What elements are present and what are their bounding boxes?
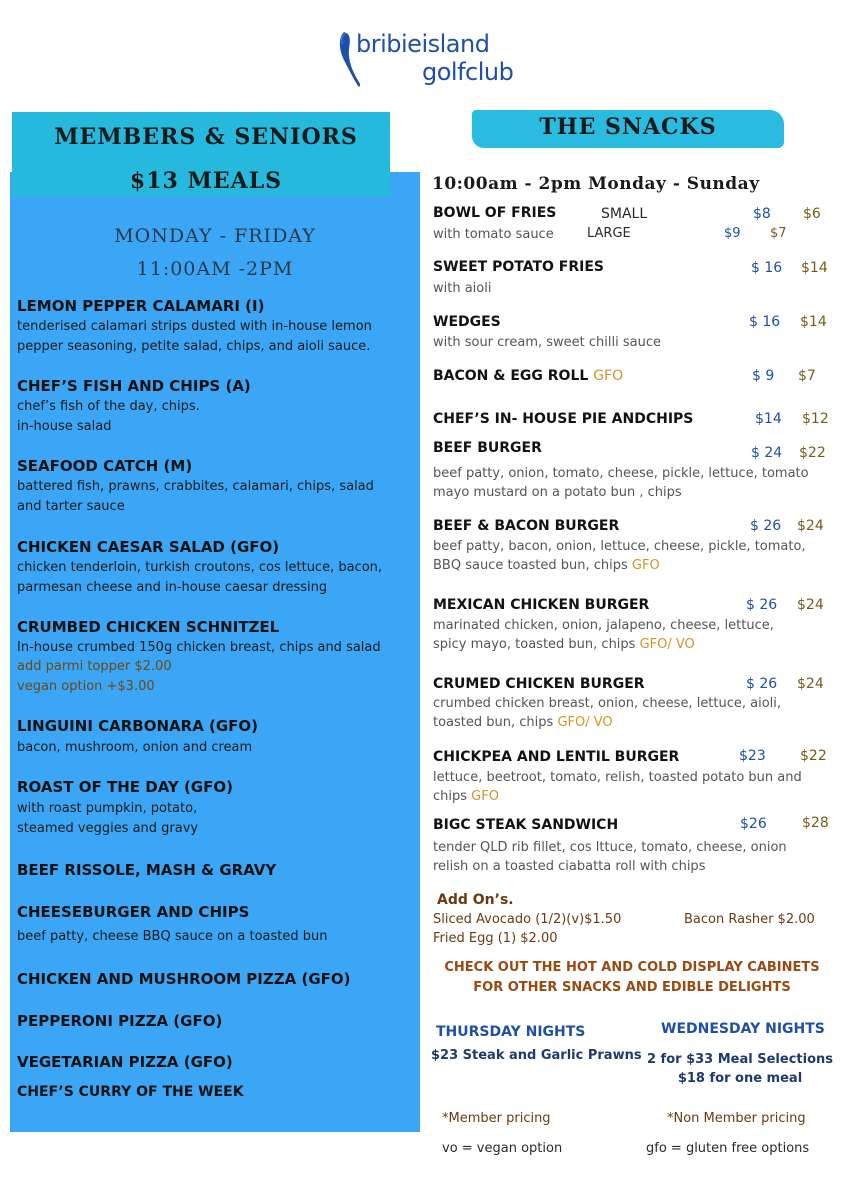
snack-title: WEDGES bbox=[433, 314, 501, 330]
members-days: MONDAY - FRIDAY bbox=[114, 225, 316, 247]
member-price: $14 bbox=[755, 411, 782, 427]
menu-item-desc: In-house crumbed 150g chicken breast, chips and salad bbox=[17, 640, 381, 655]
non-member-price: $7 bbox=[770, 226, 787, 241]
snack-desc: lettuce, beetroot, tomato, relish, toasted potato bun and bbox=[433, 770, 802, 785]
thursday-heading: THURSDAY NIGHTS bbox=[436, 1024, 586, 1040]
menu-item-title: PEPPERONI PIZZA (GFO) bbox=[17, 1012, 223, 1030]
banner-stripe-thin bbox=[14, 120, 386, 123]
non-member-price: $12 bbox=[802, 411, 829, 427]
snack-desc: relish on a toasted ciabatta roll with chips bbox=[433, 859, 706, 874]
menu-item-desc: bacon, mushroom, onion and cream bbox=[17, 740, 253, 755]
non-member-price: $14 bbox=[800, 314, 827, 330]
menu-item-desc: beef patty, cheese BBQ sauce on a toasted bun bbox=[17, 929, 328, 944]
menu-item-desc: parmesan cheese and in-house caesar dressing bbox=[17, 580, 328, 595]
gfo-tag: GFO bbox=[631, 558, 660, 573]
snack-desc: with aioli bbox=[433, 281, 492, 296]
menu-item-desc: and tarter sauce bbox=[17, 499, 125, 514]
snacks-hours: 10:00am - 2pm Monday - Sunday bbox=[432, 174, 760, 194]
member-price: $26 bbox=[740, 816, 767, 832]
gfo-tag: GFO bbox=[593, 368, 624, 384]
member-price: $ 16 bbox=[751, 260, 783, 276]
logo-line-1: bribieisland bbox=[356, 30, 490, 58]
member-price: $ 26 bbox=[746, 597, 778, 613]
addon-avocado: Sliced Avocado (1/2)(v)$1.50 bbox=[433, 912, 622, 927]
menu-item-desc: in-house salad bbox=[17, 419, 112, 434]
club-logo bbox=[336, 28, 536, 90]
snack-desc: crumbed chicken breast, onion, cheese, lettuce, aioli, bbox=[433, 696, 782, 711]
wednesday-special: 2 for $33 Meal Selections bbox=[646, 1052, 834, 1067]
snack-desc: with sour cream, sweet chilli sauce bbox=[433, 335, 661, 350]
member-price: $ 24 bbox=[751, 445, 783, 461]
non-member-price: $24 bbox=[797, 676, 824, 692]
snack-title: SWEET POTATO FRIES bbox=[433, 259, 604, 275]
snack-title: BEEF & BACON BURGER bbox=[433, 518, 620, 534]
addon-bacon: Bacon Rasher $2.00 bbox=[684, 912, 815, 927]
menu-item-desc: tenderised calamari strips dusted with in-house lemon bbox=[17, 319, 372, 334]
logo-line-2: golfclub bbox=[422, 58, 514, 86]
snack-desc: toasted bun, chips GFO/ VO bbox=[433, 715, 613, 730]
snack-desc: beef patty, bacon, onion, lettuce, cheese, pickle, tomato, bbox=[433, 539, 806, 554]
snack-title: BIGC STEAK SANDWICH bbox=[433, 817, 619, 833]
non-member-price: $6 bbox=[803, 206, 821, 222]
non-member-price: $22 bbox=[800, 748, 827, 764]
menu-item-title: CHEESEBURGER AND CHIPS bbox=[17, 903, 250, 921]
menu-item-title: LEMON PEPPER CALAMARI (I) bbox=[17, 297, 265, 315]
menu-item-title: CHICKEN AND MUSHROOM PIZZA (GFO) bbox=[17, 970, 351, 988]
menu-item-title: BEEF RISSOLE, MASH & GRAVY bbox=[17, 861, 277, 879]
snack-desc: spicy mayo, toasted bun, chips GFO/ VO bbox=[433, 637, 695, 652]
size-label: SMALL bbox=[601, 206, 648, 222]
non-member-price: $28 bbox=[802, 815, 829, 831]
menu-item-desc: with roast pumpkin, potato, bbox=[17, 801, 198, 816]
snack-title: CHICKPEA AND LENTIL BURGER bbox=[433, 749, 680, 765]
snacks-title: THE SNACKS bbox=[539, 114, 717, 140]
snack-desc: BBQ sauce toasted bun, chips GFO bbox=[433, 558, 660, 573]
snack-desc: chips GFO bbox=[433, 789, 499, 804]
menu-item-title: CHEF’S CURRY OF THE WEEK bbox=[17, 1084, 244, 1100]
menu-item-title: CHEF’S FISH AND CHIPS (A) bbox=[17, 377, 251, 395]
member-price: $ 9 bbox=[752, 368, 775, 384]
menu-item-addon-note: add parmi topper $2.00 bbox=[17, 659, 172, 674]
wednesday-special: $18 for one meal bbox=[677, 1071, 803, 1086]
menu-item-title: VEGETARIAN PIZZA (GFO) bbox=[17, 1053, 233, 1071]
menu-item-title: LINGUINI CARBONARA (GFO) bbox=[17, 717, 259, 735]
gluten-free-legend: gfo = gluten free options bbox=[646, 1141, 810, 1156]
menu-item-desc: battered fish, prawns, crabbites, calamari, chips, salad bbox=[17, 479, 374, 494]
snack-desc: marinated chicken, onion, jalapeno, cheese, lettuce, bbox=[433, 618, 774, 633]
snack-title: MEXICAN CHICKEN BURGER bbox=[433, 597, 650, 613]
members-hours: 11:00AM -2PM bbox=[136, 258, 294, 280]
menu-item-title: SEAFOOD CATCH (M) bbox=[17, 457, 193, 475]
addons-heading: Add On’s. bbox=[437, 892, 514, 908]
wednesday-heading: WEDNESDAY NIGHTS bbox=[661, 1021, 825, 1037]
non-member-price: $7 bbox=[798, 368, 816, 384]
addon-egg: Fried Egg (1) $2.00 bbox=[433, 931, 558, 946]
banner-stripe-top bbox=[12, 112, 390, 118]
menu-item-desc: pepper seasoning, petite salad, chips, and aioli sauce. bbox=[17, 339, 371, 354]
thursday-special: $23 Steak and Garlic Prawns bbox=[431, 1048, 642, 1063]
non-member-price: $24 bbox=[797, 597, 824, 613]
menu-item-title: CHICKEN CAESAR SALAD (GFO) bbox=[17, 538, 280, 556]
snack-desc: with tomato sauce bbox=[433, 227, 554, 242]
gfo-tag: GFO/ VO bbox=[639, 637, 695, 652]
display-cabinet-notice: FOR OTHER SNACKS AND EDIBLE DELIGHTS bbox=[473, 980, 791, 995]
non-member-price: $22 bbox=[799, 445, 826, 461]
member-pricing-note: *Member pricing bbox=[442, 1111, 551, 1126]
snack-desc: beef patty, onion, tomato, cheese, pickle, lettuce, tomato bbox=[433, 466, 809, 481]
menu-item-title: ROAST OF THE DAY (GFO) bbox=[17, 778, 233, 796]
snack-title: BOWL OF FRIES bbox=[433, 205, 557, 221]
member-price: $8 bbox=[753, 206, 771, 222]
non-member-price: $24 bbox=[797, 518, 824, 534]
snack-title: CRUMED CHICKEN BURGER bbox=[433, 676, 645, 692]
vegan-legend: vo = vegan option bbox=[442, 1141, 563, 1156]
member-price: $23 bbox=[739, 748, 766, 764]
member-price: $ 16 bbox=[749, 314, 781, 330]
gfo-tag: GFO/ VO bbox=[557, 715, 613, 730]
snack-title: BACON & EGG ROLL GFO bbox=[433, 368, 624, 384]
member-price: $ 26 bbox=[746, 676, 778, 692]
snack-title: BEEF BURGER bbox=[433, 440, 542, 456]
non-member-price: $14 bbox=[801, 260, 828, 276]
snack-title: CHEF’S IN- HOUSE PIE ANDCHIPS bbox=[433, 411, 694, 427]
snack-desc: tender QLD rib fillet, cos lttuce, tomato, cheese, onion bbox=[433, 840, 787, 855]
size-label: LARGE bbox=[587, 226, 631, 241]
non-member-pricing-note: *Non Member pricing bbox=[667, 1111, 806, 1126]
menu-item-addon-note: vegan option +$3.00 bbox=[17, 679, 155, 694]
menu-item-desc: chef’s fish of the day, chips. bbox=[17, 399, 200, 414]
menu-item-desc: steamed veggies and gravy bbox=[17, 821, 199, 836]
member-price: $ 26 bbox=[750, 518, 782, 534]
menu-item-title: CRUMBED CHICKEN SCHNITZEL bbox=[17, 618, 280, 636]
snack-desc: mayo mustard on a potato bun , chips bbox=[433, 485, 682, 500]
member-price: $9 bbox=[724, 226, 741, 241]
gfo-tag: GFO bbox=[471, 789, 499, 804]
members-title: MEMBERS & SENIORS bbox=[54, 124, 358, 150]
menu-item-desc: chicken tenderloin, turkish croutons, cos lettuce, bacon, bbox=[17, 560, 383, 575]
meal-price-title: $13 MEALS bbox=[129, 168, 283, 194]
display-cabinet-notice: CHECK OUT THE HOT AND COLD DISPLAY CABINETS bbox=[444, 960, 820, 975]
